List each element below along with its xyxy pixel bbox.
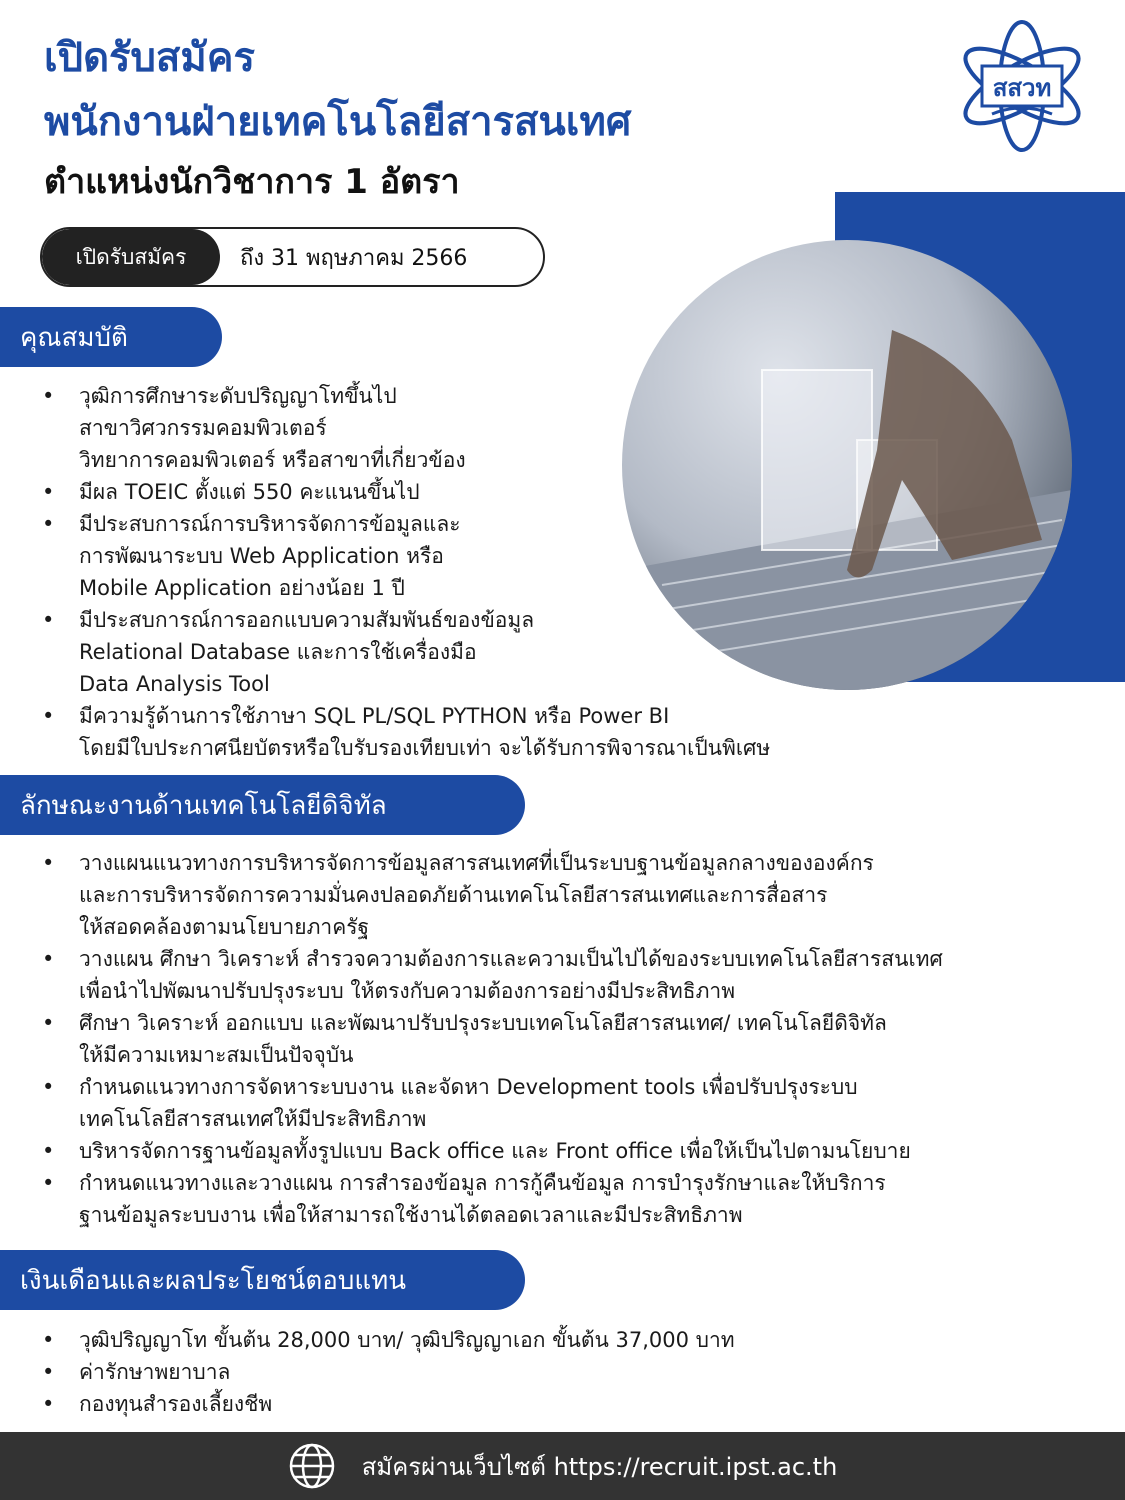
list-item: • วุฒิการศึกษาระดับปริญญาโทขึ้นไป สาขาวิศวกรรมคอมพิวเตอร์ วิทยาการคอมพิวเตอร์ หรือสาขาที่เกี่ยวข้อง — [40, 380, 610, 476]
qualifications-list — [40, 380, 771, 764]
job-description-list — [40, 847, 1115, 1231]
title-line-1: เปิดรับสมัคร — [44, 35, 255, 81]
list-item: • มีผล TOEIC ตั้งแต่ 550 คะแนนขึ้นไป — [40, 476, 610, 508]
laptop-photo — [622, 240, 1072, 690]
job-description-heading: ลักษณะงานด้านเทคโนโลยีดิจิทัล — [0, 775, 525, 835]
list-item: • วุฒิปริญญาโท ขั้นต้น 28,000 บาท/ วุฒิปริญญาเอก ขั้นต้น 37,000 บาท — [40, 1324, 1040, 1356]
globe-icon — [288, 1442, 336, 1490]
list-item: • วางแผนแนวทางการบริหารจัดการข้อมูลสารสนเทศที่เป็นระบบฐานข้อมูลกลางขององค์กร และการบริหารจัดการความมั่นคงปลอดภัยด้านเทคโนโลยีสารสนเทศและการสื่อสาร ให้สอดคล้องตามนโยบายภาครัฐ — [40, 847, 1115, 943]
deadline-label: เปิดรับสมัคร — [42, 229, 220, 285]
position-title: ตำแหน่งนักวิชาการ 1 อัตรา — [44, 162, 460, 202]
laptop-illustration-icon — [622, 240, 1072, 690]
qualifications-heading: คุณสมบัติ — [0, 307, 222, 367]
footer-bar — [0, 1432, 1125, 1500]
deadline-box — [40, 227, 545, 287]
list-item: • มีประสบการณ์การบริหารจัดการข้อมูลและ การพัฒนาระบบ Web Application หรือ Mobile Application อย่างน้อย 1 ปี — [40, 508, 610, 604]
list-item: • บริหารจัดการฐานข้อมูลทั้งรูปแบบ Back office และ Front office เพื่อให้เป็นไปตามนโยบาย — [40, 1135, 1115, 1167]
list-item: • วางแผน ศึกษา วิเคราะห์ สำรวจความต้องการและความเป็นไปได้ของระบบเทคโนโลยีสารสนเทศ เพื่อนำไปพัฒนาปรับปรุงระบบ ให้ตรงกับความต้องการอย่างมีประสิทธิภาพ — [40, 943, 1115, 1007]
list-item: • กองทุนสำรองเลี้ยงชีพ — [40, 1388, 1040, 1420]
benefits-list — [40, 1324, 1040, 1420]
list-item: • ศึกษา วิเคราะห์ ออกแบบ และพัฒนาปรับปรุงระบบเทคโนโลยีสารสนเทศ/ เทคโนโลยีดิจิทัล ให้มีความเหมาะสมเป็นปัจจุบัน — [40, 1007, 1115, 1071]
benefits-heading: เงินเดือนและผลประโยชน์ตอบแทน — [0, 1250, 525, 1310]
list-item: • ค่ารักษาพยาบาล — [40, 1356, 1040, 1388]
list-item: • มีประสบการณ์การออกแบบความสัมพันธ์ของข้อมูล Relational Database และการใช้เครื่องมือ Data Analysis Tool — [40, 604, 610, 700]
ipst-logo-icon — [952, 14, 1092, 154]
list-item: • กำหนดแนวทางและวางแผน การสำรองข้อมูล การกู้คืนข้อมูล การบำรุงรักษาและให้บริการ ฐานข้อมูลระบบงาน เพื่อให้สามารถใช้งานได้ตลอดเวลาและมีประสิทธิภาพ — [40, 1167, 1115, 1231]
apply-website-link[interactable]: สมัครผ่านเว็บไซต์ https://recruit.ipst.ac.th — [361, 1452, 838, 1481]
list-item: • กำหนดแนวทางการจัดหาระบบงาน และจัดหา Development tools เพื่อปรับปรุงระบบ เทคโนโลยีสารสนเทศให้มีประสิทธิภาพ — [40, 1071, 1115, 1135]
list-item: • มีความรู้ด้านการใช้ภาษา SQL PL/SQL PYTHON หรือ Power BI โดยมีใบประกาศนียบัตรหรือใบรับรองเทียบเท่า จะได้รับการพิจารณาเป็นพิเศษ — [40, 700, 930, 764]
logo-text: สสวท — [992, 74, 1052, 102]
title-line-2: พนักงานฝ่ายเทคโนโลยีสารสนเทศ — [44, 99, 632, 145]
deadline-date: ถึง 31 พฤษภาคม 2566 — [240, 245, 468, 271]
